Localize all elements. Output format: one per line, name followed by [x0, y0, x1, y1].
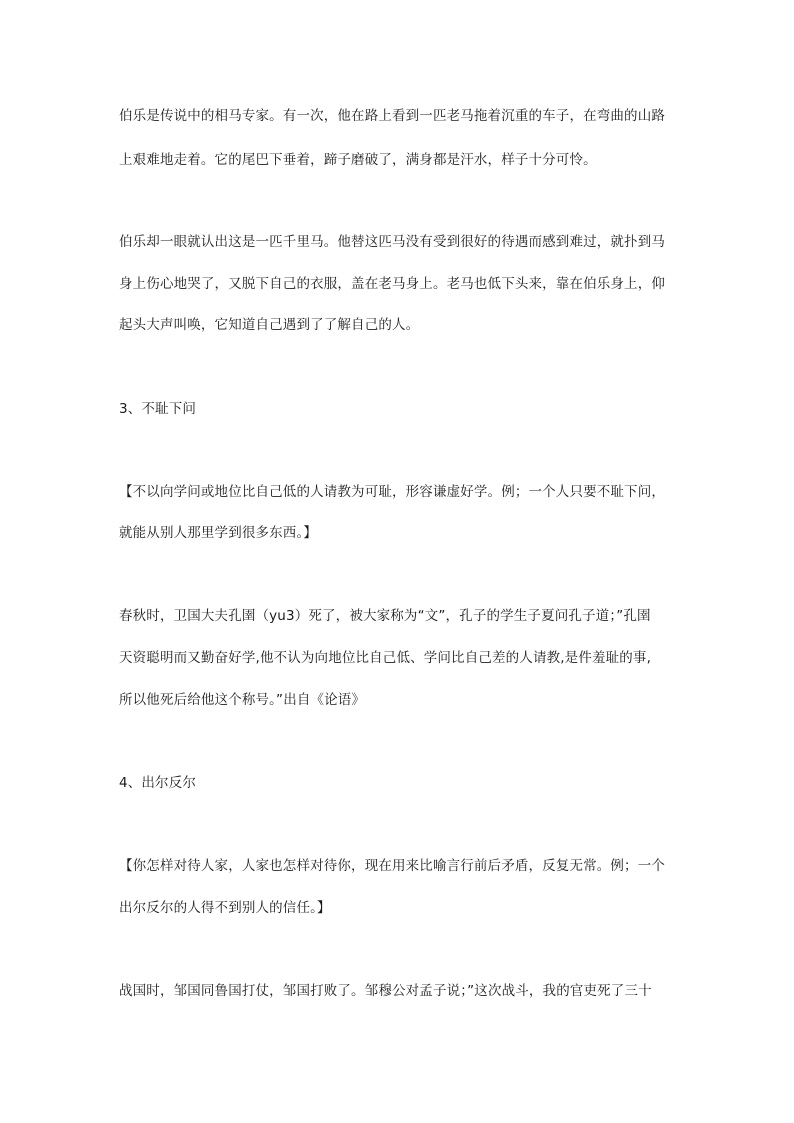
paragraph-line: 出尔反尔的人得不到别人的信任。】 [119, 900, 331, 916]
paragraph-line: 伯乐是传说中的相马专家。有一次，他在路上看到一匹老马拖着沉重的车子，在弯曲的山路 [119, 108, 665, 124]
paragraph-line: 所以他死后给他这个称号。”出自《论语》 [119, 692, 366, 708]
paragraph-line: 身上伤心地哭了，又脱下自己的衣服，盖在老马身上。老马也低下头来，靠在伯乐身上，仰 [119, 276, 665, 292]
paragraph-line: 起头大声叫唤，它知道自己遇到了了解自己的人。 [119, 317, 420, 333]
paragraph-line: 春秋时，卫国大夫孔圉（yu3）死了，被大家称为“文”，孔子的学生子夏问孔子道；”孔圉 [119, 608, 651, 624]
paragraph-line: 天资聪明而又勤奋好学,他不认为向地位比自己低、学问比自己差的人请教,是件羞耻的事, [119, 650, 652, 666]
section-heading: 4、出尔反尔 [119, 775, 196, 791]
paragraph-line: 【你怎样对待人家，人家也怎样对待你，现在用来比喻言行前后矛盾，反复无常。例；一个 [119, 858, 665, 874]
section-heading: 3、不耻下问 [119, 401, 196, 417]
paragraph-line: 战国时，邹国同鲁国打仗，邹国打败了。邹穆公对孟子说；”这次战斗，我的官吏死了三十 [119, 983, 652, 999]
paragraph-line: 【不以向学问或地位比自己低的人请教为可耻，形容谦虚好学。例；一个人只要不耻下问， [119, 484, 665, 500]
paragraph-line: 就能从别人那里学到很多东西。】 [119, 525, 317, 541]
paragraph-line: 上艰难地走着。它的尾巴下垂着，蹄子磨破了，满身都是汗水，样子十分可怜。 [119, 152, 597, 168]
paragraph-line: 伯乐却一眼就认出这是一匹千里马。他替这匹马没有受到很好的待遇而感到难过，就扑到马 [119, 234, 665, 250]
